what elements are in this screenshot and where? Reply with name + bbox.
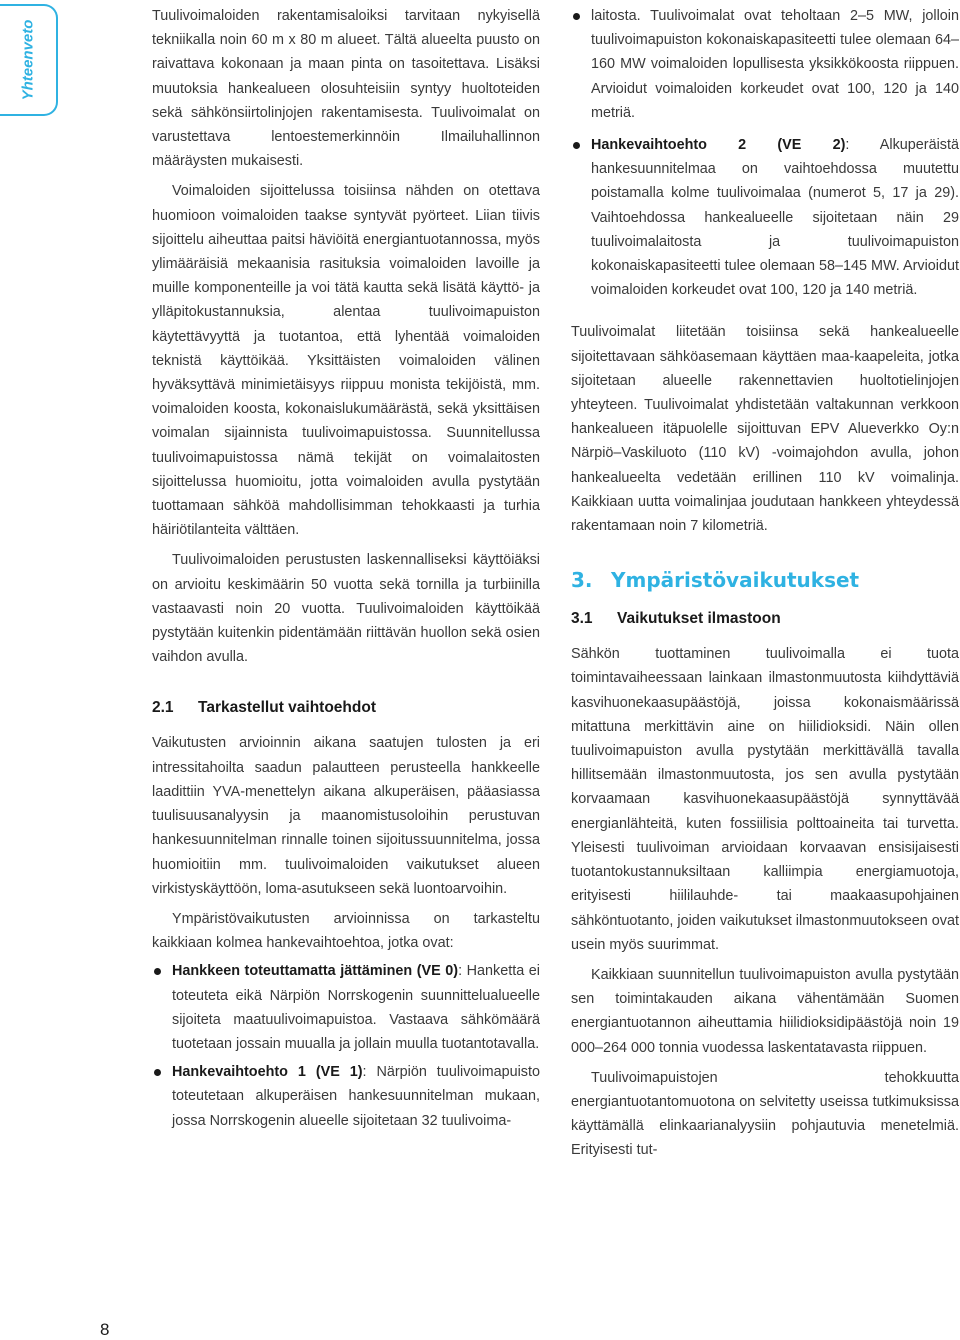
paragraph: Tuulivoimalat liitetään toisiinsa sekä hankealueelle sijoitettavaan sähköasemaan käyttäen maa-kaapeleita, jotka sijoitetaan alueelle rakennettavien huoltotielinjojen yhteyteen. Tuulivoimalat yhdistetään valtakunnan verkkoon hankealueen itäpuolelle sijoittuvan EPV Alueverkko Oy:n Närpiö–Vaskiluoto (110 kV) -voimajohdon avulla, johon hankealueelta vedetään erillinen 110 kV voimalinja. Kaikkiaan uutta voimalinjaa joudutaan hankkeen yhteydessä rakentamaan noin 7 kilometriä. (571, 324, 959, 535)
section-tab-label: Yhteenveto (19, 19, 37, 101)
paragraph: Vaikutusten arvioinnin aikana saatujen tulosten ja eri intressitahoilta saadun palautteen perusteella hankkeelle laadittiin YVA-menettelyn aikana alkuperäisen, pääasiassa tuulisuusanalyysin ja maanomistusoloihin perustuvan hankesuunnitelman rinnalle toinen sijoitussuunnitelma, jossa huomioitiin mm. tuulivoimaloiden vaikutukset alueen virkistyskäyttöön, loma-asutukseen sekä luontoarvoihin. (152, 735, 540, 897)
section-number: 2.1 (152, 699, 174, 717)
list-item-continued: laitosta. Tuulivoimalat ovat teholtaan 2–5 MW, jolloin tuulivoimapuiston kokonaiskapasiteetti tulee olemaan 64–160 MW voimaloiden lopullisesta yksikkökoosta riippuen. Arvioidut voimaloiden korkeudet ovat 100, 120 ja 140 metriä. (571, 4, 959, 125)
paragraph: Ympäristövaikutusten arvioinnissa on tarkasteltu kaikkiaan kolmea hankevaihtoehtoa, jotka ovat: (152, 910, 540, 952)
right-column (571, 0, 959, 1163)
section-heading (152, 699, 540, 717)
paragraph: Voimaloiden sijoittelussa toisiinsa nähden on otettava huomioon voimaloiden taakse syntyvät pyörteet. Liian tiivis sijoittelu aiheuttaa paitsi häviöitä energiantuotannossa, myös ylimääräisiä mekaanisia rasituksia voimaloiden lavoille ja muille komponenteille ja voi tätä kautta sekä lisätä käyttö- ja ylläpitokustannuksia, alentaa tuulivoimapuiston käytettävyyttä ja tuotantoa, että lyhentää voimaloiden teknistä käyttöikää. Yksittäisten voimaloiden välinen hyväksyttävä minimietäisyys riippuu monista tekijöistä, mm. voimaloiden koosta, kokonaislukumäärästä, sekä yksittäisen voimalan sijainnista tuulivoimapuistossa. Suunnitellussa tuulivoimapuistossa nämä tekijät on voimalaitosten sijoittelussa huomioitu, jotta voimaloiden avulla pystytään tuottamaan sähköä mahdollisimman tehokkaasti ja turhia häiriötilanteita välttäen. (152, 183, 540, 539)
list-item: Hankevaihtoehto 2 (VE 2): Alkuperäistä hankesuunnitelmaa on vaihtoehdossa muutettu poistamalla kolme tuulivoimalaa (numerot 5, 17 ja 29). Vaihtoehdossa hankealueelle sijoitetaan näin 29 tuulivoimalaitosta ja tuulivoimapuiston kokonaiskapasiteetti tulee olemaan 58–145 MW. Arvioidut voimaloiden korkeudet ovat 100, 120 ja 140 metriä. (571, 133, 959, 302)
paragraph: Kaikkiaan suunnitellun tuulivoimapuiston avulla pystytään sen toimintakauden aikana vähentämään Suomen energiantuotannon aiheuttamia hiilidioksidipäästöjä noin 19 000–264 000 tonnia vuodessa laskentatavasta riippuen. (571, 966, 959, 1056)
section-title: Vaikutukset ilmastoon (617, 610, 781, 628)
left-column (152, 0, 540, 1133)
paragraph: Tuulivoimaloiden rakentamisaloiksi tarvitaan nykyisellä tekniikalla noin 60 m x 80 m alueet. Tältä alueelta puusto on raivattava kokonaan ja maan pinta on tasoitettava. Lisäksi muutoksia hankealueen olosuhteisiin syntyy huoltoteiden sekä sähkönsiirtolinjojen rakentamisesta. Tuulivoimalat on varustettava lentoestemerkinnöin Ilmailuhallinnon määräysten mukaisesti. (152, 8, 540, 170)
paragraph: Tuulivoimapuistojen tehokkuutta energiantuotantomuotona on selvitetty useissa tutkimuksissa käyttämällä elinkaarianalyysiin pohjautuvia menetelmiä. Erityisesti tut- (571, 1069, 959, 1159)
chapter-number: 3. (571, 568, 593, 593)
chapter-heading (571, 568, 959, 592)
alternatives-list (152, 959, 540, 1132)
list-item: Hankevaihtoehto 1 (VE 1): Närpiön tuulivoimapuisto toteutetaan alkuperäisen hankesuunnitelman mukaan, jossa Norrskogenin alueelle sijoitetaan 32 tuulivoima- (152, 1060, 540, 1133)
section-title: Tarkastellut vaihtoehdot (198, 699, 376, 717)
paragraph: Sähkön tuottaminen tuulivoimalla ei tuota toimintavaiheessaan lainkaan ilmastonmuutosta kiihdyttäviä kasvihuonekaasupäästöjä, joissa kokonaismäärissä mitattuna merkittävin aine on hiilidioksidi. Näin ollen tuulivoimapuiston avulla pystytään merkittävällä tavalla hillitsemään ilmastonmuutosta, jos sen avulla pystytään korvaamaan kasvihuonekaasupäästöjä synnyttävää energianlähteitä, kuten fossiilisia polttoaineita tai turvetta. Yleisesti tuulivoiman arvioidaan korvaavan ensisijaisesti tuotantokustannuksiltaan kalliimpia energiamuotoja, erityisesti hiililauhde- tai maakaasupohjainen sähköntuotanto, joiden vaikutukset ilmastonmuutokseen ovat usein myös suurimmat. (571, 646, 959, 953)
section-tab[interactable] (0, 4, 58, 116)
paragraph: Tuulivoimaloiden perustusten laskennalliseksi käyttöiäksi on arvioitu keskimäärin 50 vuotta sekä tornilla ja turbiinilla vastaavasti noin 20 vuotta. Tuulivoimaloiden käyttöikää pystytään kuitenkin pidentämään riittävän huollon sekä osien vaihdon avulla. (152, 552, 540, 666)
chapter-title: Ympäristövaikutukset (611, 568, 860, 593)
section-heading (571, 610, 959, 628)
section-number: 3.1 (571, 610, 593, 628)
alternatives-list-continued (571, 4, 959, 302)
list-item: Hankkeen toteuttamatta jättäminen (VE 0): Hanketta ei toteuteta eikä Närpiön Norrskogenin suunnittelualueelle sijoiteta maatuulivoimapuistoa. Vastaava sähkömäärä tuotetaan jossain muualla ja jollain muulla tuotantotavalla. (152, 959, 540, 1056)
page-number: 8 (100, 1320, 110, 1339)
